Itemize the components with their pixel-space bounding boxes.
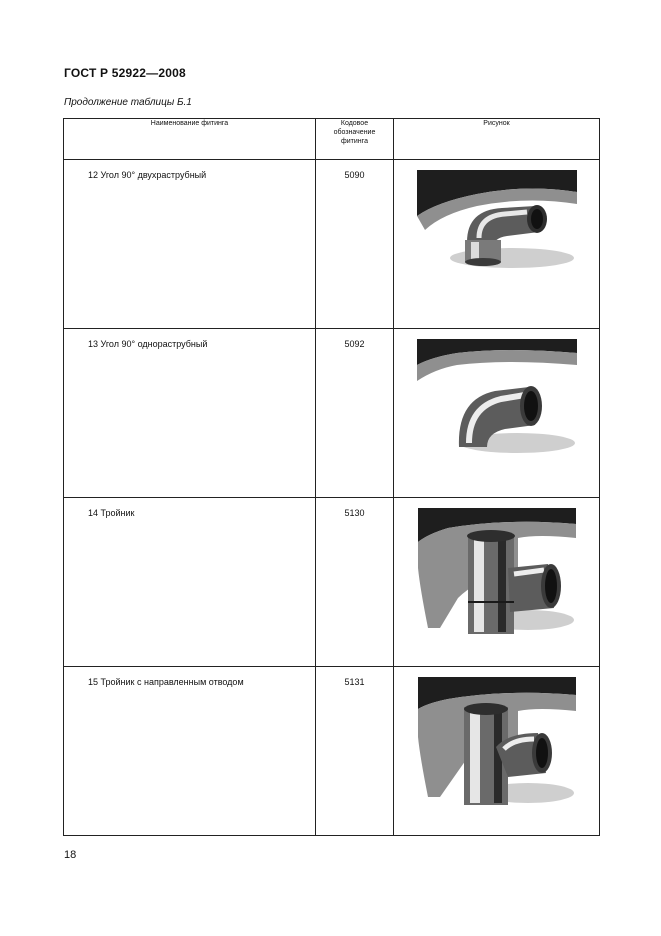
column-header-picture: Рисунок [394,119,600,160]
column-header-code: Кодовое обозначение фитинга [316,119,394,160]
fitting-name: 13 Угол 90° однораструбный [88,339,208,349]
table-row [64,498,600,667]
table-row [64,160,600,329]
fitting-code: 5090 [344,170,365,180]
page-number: 18 [64,849,77,861]
table-caption: Продолжение таблицы Б.1 [64,97,192,108]
table-header-row [64,119,600,160]
standard-code: ГОСТ Р 52922—2008 [64,66,186,80]
elbow-two-socket-photo-icon [417,170,577,270]
fitting-name: 15 Тройник с направленным отводом [88,677,244,687]
table-row [64,329,600,498]
column-header-name: Наименование фитинга [64,119,316,160]
fitting-name: 12 Угол 90° двухраструбный [88,170,207,180]
fittings-table [63,118,600,836]
fitting-code: 5092 [344,339,365,349]
fitting-code: 5130 [344,508,365,518]
fitting-name: 14 Тройник [88,508,135,518]
table-row [64,667,600,836]
fitting-code: 5131 [344,677,365,687]
tee-directed-branch-photo-icon [418,677,576,809]
tee-photo-icon [418,508,576,640]
elbow-one-socket-photo-icon [417,339,577,457]
